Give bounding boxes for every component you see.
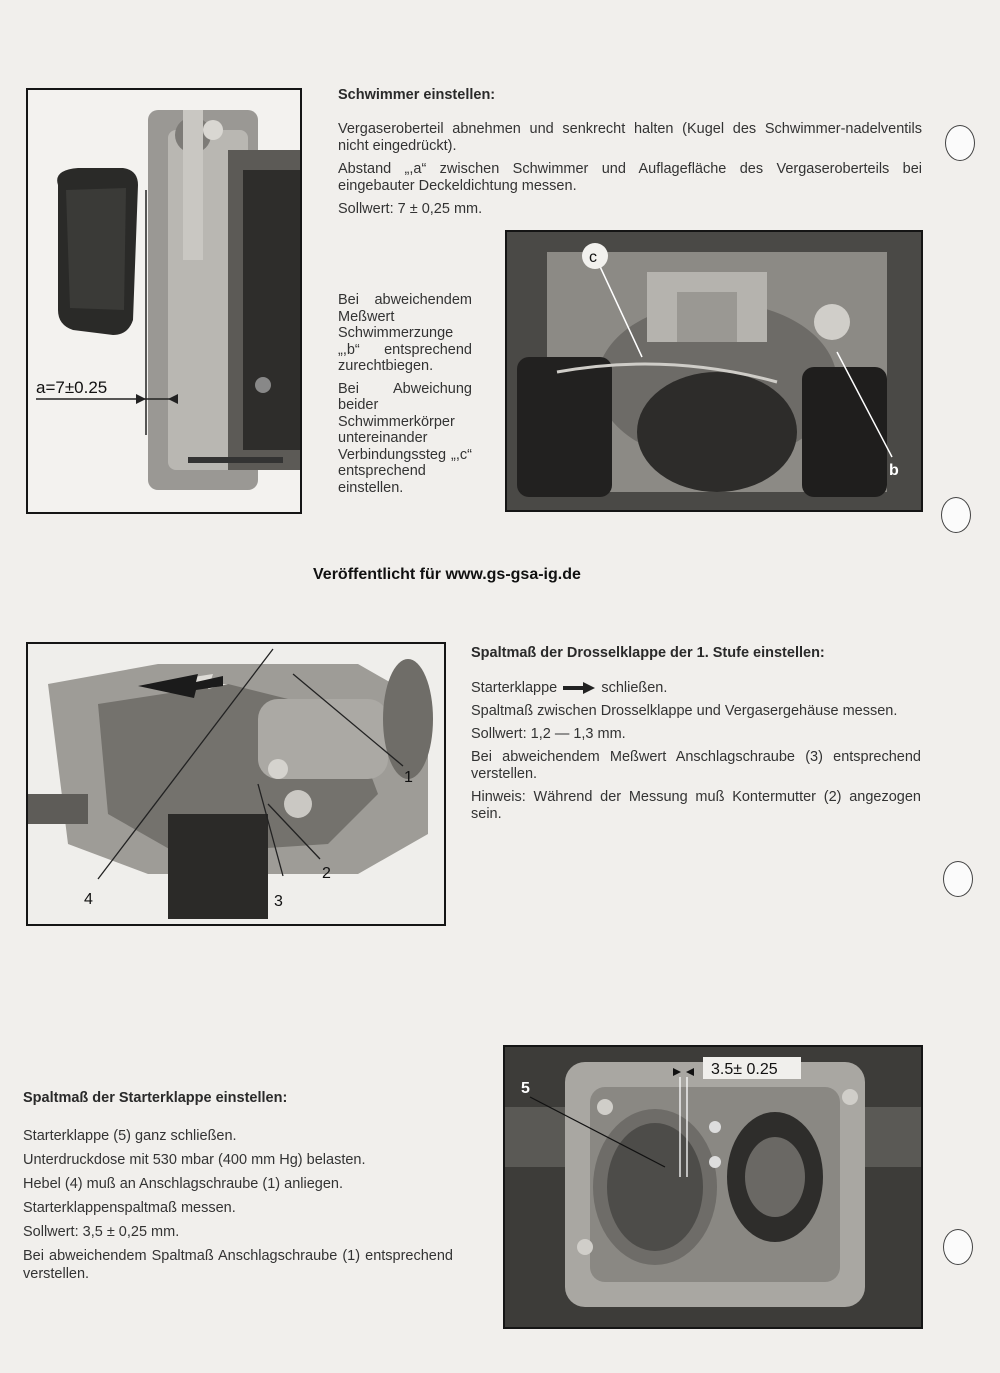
throttle-paragraph-4: Hinweis: Während der Messung muß Kontermutter (2) angezogen sein.: [471, 789, 921, 822]
float-instructions: [338, 121, 922, 224]
dimension-label-a: a=7±0.25: [36, 378, 108, 397]
photo-label-1: 1: [404, 769, 413, 786]
binder-hole-1: [945, 125, 975, 161]
choke-instructions: [23, 1127, 453, 1289]
float-paragraph-1: Vergaseroberteil abnehmen und senkrecht halten (Kugel des Schwimmer-nadelventils nicht eingedrückt).: [338, 121, 922, 154]
throttle-paragraph-3: Bei abweichendem Meßwert Anschlagschraube (3) entsprechend verstellen.: [471, 749, 921, 782]
binder-hole-3: [943, 861, 973, 897]
section-heading-float: Schwimmer einstellen:: [338, 87, 496, 103]
section-heading-choke: Spaltmaß der Starterklappe einstellen:: [23, 1090, 288, 1106]
photo-label-b: b: [889, 462, 899, 479]
watermark-text: Veröffentlicht für www.gs-gsa-ig.de: [313, 566, 581, 583]
photo-choke-gap: [503, 1045, 923, 1329]
photo-throttle-gap: [26, 642, 446, 926]
throttle-line-1-after: schließen.: [601, 680, 668, 696]
throttle-line-1: [471, 680, 921, 697]
photo-label-c: c: [589, 249, 597, 266]
float-side-paragraph-1: Bei abweichendem Meßwert Schwimmerzunge „,b“ entsprechend zurechtbiegen.: [338, 292, 472, 374]
throttle-paragraph-2: Sollwert: 1,2 — 1,3 mm.: [471, 726, 626, 742]
photo-label-3: 3: [274, 893, 283, 910]
photo-float-side-view: [26, 88, 302, 514]
float-side-instructions: [338, 292, 472, 502]
photo-label-4: 4: [84, 891, 93, 908]
arrow-right-icon: [561, 682, 597, 694]
throttle-paragraph-1: Spaltmaß zwischen Drosselklappe und Vergasergehäuse messen.: [471, 703, 898, 719]
throttle-line-1-before: Starterklappe: [471, 680, 558, 696]
float-paragraph-3: Sollwert: 7 ± 0,25 mm.: [338, 201, 483, 217]
binder-hole-2: [941, 497, 971, 533]
choke-paragraph-3: Hebel (4) muß an Anschlagschraube (1) anliegen.: [23, 1176, 343, 1192]
float-side-paragraph-2: Bei Abweichung beider Schwimmerkörper untereinander Verbindungssteg „,c“ entsprechend einstellen.: [338, 380, 472, 496]
photo-label-5: 5: [521, 1080, 530, 1097]
choke-paragraph-1: Starterklappe (5) ganz schließen.: [23, 1128, 237, 1144]
choke-paragraph-2: Unterdruckdose mit 530 mbar (400 mm Hg) belasten.: [23, 1152, 366, 1168]
photo-label-gap: 3.5± 0.25: [711, 1061, 778, 1078]
binder-hole-4: [943, 1229, 973, 1265]
photo-label-2: 2: [322, 865, 331, 882]
choke-paragraph-4: Starterklappenspaltmaß messen.: [23, 1200, 236, 1216]
choke-paragraph-6: Bei abweichendem Spaltmaß Anschlagschraube (1) entsprechend verstellen.: [23, 1248, 453, 1282]
choke-paragraph-5: Sollwert: 3,5 ± 0,25 mm.: [23, 1224, 180, 1240]
photo-float-top-view: [505, 230, 923, 512]
section-heading-throttle: Spaltmaß der Drosselklappe der 1. Stufe einstellen:: [471, 645, 825, 661]
throttle-instructions: [471, 680, 921, 829]
float-paragraph-2: Abstand „,a“ zwischen Schwimmer und Auflagefläche des Vergaseroberteils bei eingebauter Deckeldichtung messen.: [338, 161, 922, 194]
